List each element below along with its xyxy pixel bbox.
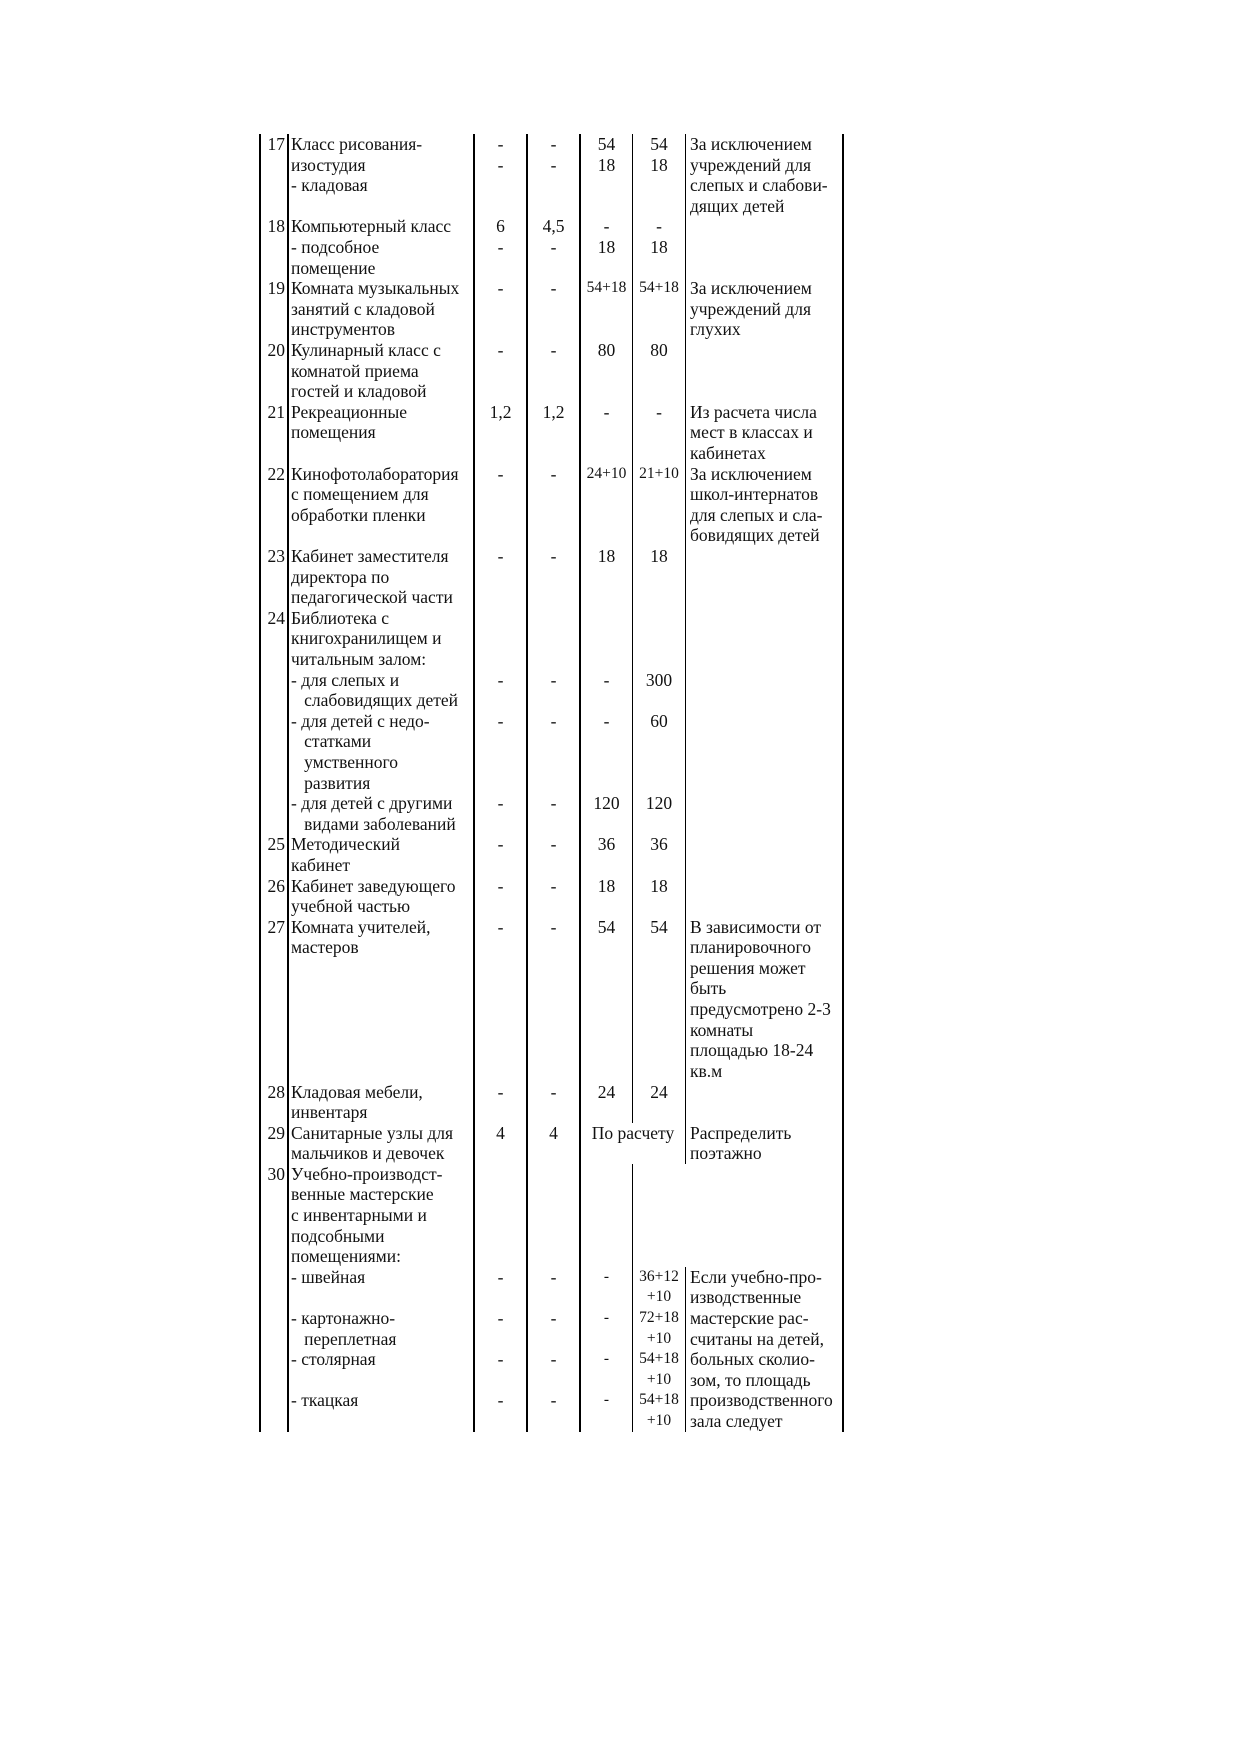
value-col-3: - - - - bbox=[579, 1267, 632, 1432]
room-name: - для слепых и слабовидящих детей bbox=[287, 670, 473, 711]
note bbox=[685, 834, 844, 875]
value-col-2: - bbox=[526, 340, 579, 402]
value-col-3: 24 bbox=[579, 1082, 632, 1123]
note bbox=[685, 340, 844, 402]
value-col-2 bbox=[526, 608, 579, 670]
value-col-4: 300 bbox=[632, 670, 685, 711]
value-col-4: 60 bbox=[632, 711, 685, 793]
row-number: 18 bbox=[259, 216, 287, 278]
table-row bbox=[259, 834, 844, 875]
room-name: Комната музыкальных занятий с кладовой инструментов bbox=[287, 278, 473, 340]
value-col-1: - bbox=[473, 917, 526, 1082]
value-col-3: 54+18 bbox=[579, 278, 632, 340]
value-col-3: - 18 bbox=[579, 216, 632, 278]
value-col-3: - bbox=[579, 711, 632, 793]
room-name: Кабинет заместителя директора по педагогической части bbox=[287, 546, 473, 608]
table-row bbox=[259, 1267, 844, 1432]
value-col-4: - bbox=[632, 402, 685, 464]
row-number: 22 bbox=[259, 464, 287, 546]
value-col-4: 54 bbox=[632, 917, 685, 1082]
room-area-table bbox=[259, 134, 844, 1432]
value-col-2: - bbox=[526, 876, 579, 917]
value-col-1: - bbox=[473, 464, 526, 546]
note bbox=[685, 1164, 844, 1267]
value-col-2: - bbox=[526, 917, 579, 1082]
value-col-1: 6 - bbox=[473, 216, 526, 278]
value-col-4: 24 bbox=[632, 1082, 685, 1123]
note bbox=[685, 793, 844, 834]
note bbox=[685, 876, 844, 917]
row-number: 27 bbox=[259, 917, 287, 1082]
value-col-1: 4 bbox=[473, 1123, 526, 1164]
note: За исключением учреждений для слепых и слабови- дящих детей bbox=[685, 134, 844, 216]
room-name: - швейная - картонажно- переплетная - столярная - ткацкая bbox=[287, 1267, 473, 1432]
note bbox=[685, 1082, 844, 1123]
value-col-2: - bbox=[526, 278, 579, 340]
value-col-3: 18 bbox=[579, 546, 632, 608]
value-col-4: 18 bbox=[632, 876, 685, 917]
value-col-1: - bbox=[473, 711, 526, 793]
note: За исключением учреждений для глухих bbox=[685, 278, 844, 340]
value-col-3: 36 bbox=[579, 834, 632, 875]
value-col-4: 21+10 bbox=[632, 464, 685, 546]
table-row bbox=[259, 134, 844, 216]
table-row bbox=[259, 1082, 844, 1123]
value-col-1: - bbox=[473, 546, 526, 608]
row-number bbox=[259, 1267, 287, 1432]
value-col-2: 4,5 - bbox=[526, 216, 579, 278]
table-row bbox=[259, 1164, 844, 1267]
row-number: 19 bbox=[259, 278, 287, 340]
room-name: Кинофотолаборатория с помещением для обработки пленки bbox=[287, 464, 473, 546]
note bbox=[685, 216, 844, 278]
value-col-3: 18 bbox=[579, 876, 632, 917]
row-number bbox=[259, 793, 287, 834]
value-col-2: - - - - bbox=[526, 1267, 579, 1432]
room-name: - для детей с другими видами заболеваний bbox=[287, 793, 473, 834]
value-col-4: 80 bbox=[632, 340, 685, 402]
row-number: 28 bbox=[259, 1082, 287, 1123]
value-col-3: - bbox=[579, 402, 632, 464]
value-col-1: - bbox=[473, 278, 526, 340]
value-col-3: 80 bbox=[579, 340, 632, 402]
value-col-4: - 18 bbox=[632, 216, 685, 278]
value-col-2: - bbox=[526, 793, 579, 834]
room-name: Кабинет заведующего учебной частью bbox=[287, 876, 473, 917]
note bbox=[685, 546, 844, 608]
room-name: - для детей с недо- статками умственного развития bbox=[287, 711, 473, 793]
note: Если учебно-про- изводственные мастерские рас- считаны на детей, больных сколио- зом, то площадь производственного зала следует bbox=[685, 1267, 844, 1432]
table-row bbox=[259, 464, 844, 546]
value-col-1: - bbox=[473, 876, 526, 917]
table-row bbox=[259, 216, 844, 278]
room-name: Класс рисования- изостудия - кладовая bbox=[287, 134, 473, 216]
value-col-1: - bbox=[473, 340, 526, 402]
table-row bbox=[259, 1123, 844, 1164]
note: За исключением школ-интернатов для слепых и сла- бовидящих детей bbox=[685, 464, 844, 546]
row-number: 21 bbox=[259, 402, 287, 464]
room-name: Рекреационные помещения bbox=[287, 402, 473, 464]
room-name: Методический кабинет bbox=[287, 834, 473, 875]
room-name: Компьютерный класс - подсобное помещение bbox=[287, 216, 473, 278]
row-number: 30 bbox=[259, 1164, 287, 1267]
value-col-4: 120 bbox=[632, 793, 685, 834]
value-col-1 bbox=[473, 1164, 526, 1267]
room-name: Кулинарный класс с комнатой приема гостей и кладовой bbox=[287, 340, 473, 402]
room-name: Учебно-производст- венные мастерские с инвентарными и подсобными помещениями: bbox=[287, 1164, 473, 1267]
value-col-1 bbox=[473, 608, 526, 670]
row-number: 17 bbox=[259, 134, 287, 216]
table-row bbox=[259, 340, 844, 402]
table-row bbox=[259, 278, 844, 340]
table-row bbox=[259, 876, 844, 917]
value-col-4: 54+18 bbox=[632, 278, 685, 340]
value-col-3: 54 18 bbox=[579, 134, 632, 216]
room-name: Санитарные узлы для мальчиков и девочек bbox=[287, 1123, 473, 1164]
row-number bbox=[259, 711, 287, 793]
value-col-3: - bbox=[579, 670, 632, 711]
value-col-1: - - - - bbox=[473, 1267, 526, 1432]
room-name: Библиотека с книгохранилищем и читальным залом: bbox=[287, 608, 473, 670]
value-col-3 bbox=[579, 608, 632, 670]
note bbox=[685, 670, 844, 711]
row-number: 20 bbox=[259, 340, 287, 402]
table-row bbox=[259, 917, 844, 1082]
row-number: 23 bbox=[259, 546, 287, 608]
value-col-2: - bbox=[526, 670, 579, 711]
row-number: 25 bbox=[259, 834, 287, 875]
table-row bbox=[259, 608, 844, 670]
value-col-2 bbox=[526, 1164, 579, 1267]
value-col-4 bbox=[632, 1164, 685, 1267]
value-col-3: 24+10 bbox=[579, 464, 632, 546]
value-col-1: - - bbox=[473, 134, 526, 216]
value-col-4: 36+12 +10 72+18 +10 54+18 +10 54+18 +10 bbox=[632, 1267, 685, 1432]
value-col-2: 1,2 bbox=[526, 402, 579, 464]
note: Из расчета числа мест в классах и кабинетах bbox=[685, 402, 844, 464]
row-number: 26 bbox=[259, 876, 287, 917]
value-col-1: 1,2 bbox=[473, 402, 526, 464]
row-number bbox=[259, 670, 287, 711]
value-col-1: - bbox=[473, 670, 526, 711]
value-col-2: - - bbox=[526, 134, 579, 216]
value-col-2: - bbox=[526, 1082, 579, 1123]
value-col-1: - bbox=[473, 793, 526, 834]
note: В зависимости от планировочного решения может быть предусмотрено 2-3 комнаты площадью 18-24 кв.м bbox=[685, 917, 844, 1082]
value-col-4: 18 bbox=[632, 546, 685, 608]
table-row bbox=[259, 711, 844, 793]
value-col-2: - bbox=[526, 464, 579, 546]
value-col-2: - bbox=[526, 834, 579, 875]
value-col-1: - bbox=[473, 834, 526, 875]
value-col-3 bbox=[579, 1164, 632, 1267]
table-row bbox=[259, 670, 844, 711]
row-number: 29 bbox=[259, 1123, 287, 1164]
note bbox=[685, 608, 844, 670]
room-name: Кладовая мебели, инвентаря bbox=[287, 1082, 473, 1123]
row-number: 24 bbox=[259, 608, 287, 670]
value-col-3: 54 bbox=[579, 917, 632, 1082]
value-col-4: 54 18 bbox=[632, 134, 685, 216]
value-col-2: - bbox=[526, 546, 579, 608]
note: Распределить поэтажно bbox=[685, 1123, 844, 1164]
value-col-4: 36 bbox=[632, 834, 685, 875]
value-col-3-4-merged: По расчету bbox=[579, 1123, 685, 1164]
table-row bbox=[259, 546, 844, 608]
table-row bbox=[259, 402, 844, 464]
note bbox=[685, 711, 844, 793]
value-col-4 bbox=[632, 608, 685, 670]
table-row bbox=[259, 793, 844, 834]
value-col-2: 4 bbox=[526, 1123, 579, 1164]
value-col-3: 120 bbox=[579, 793, 632, 834]
room-name: Комната учителей, мастеров bbox=[287, 917, 473, 1082]
value-col-2: - bbox=[526, 711, 579, 793]
value-col-1: - bbox=[473, 1082, 526, 1123]
